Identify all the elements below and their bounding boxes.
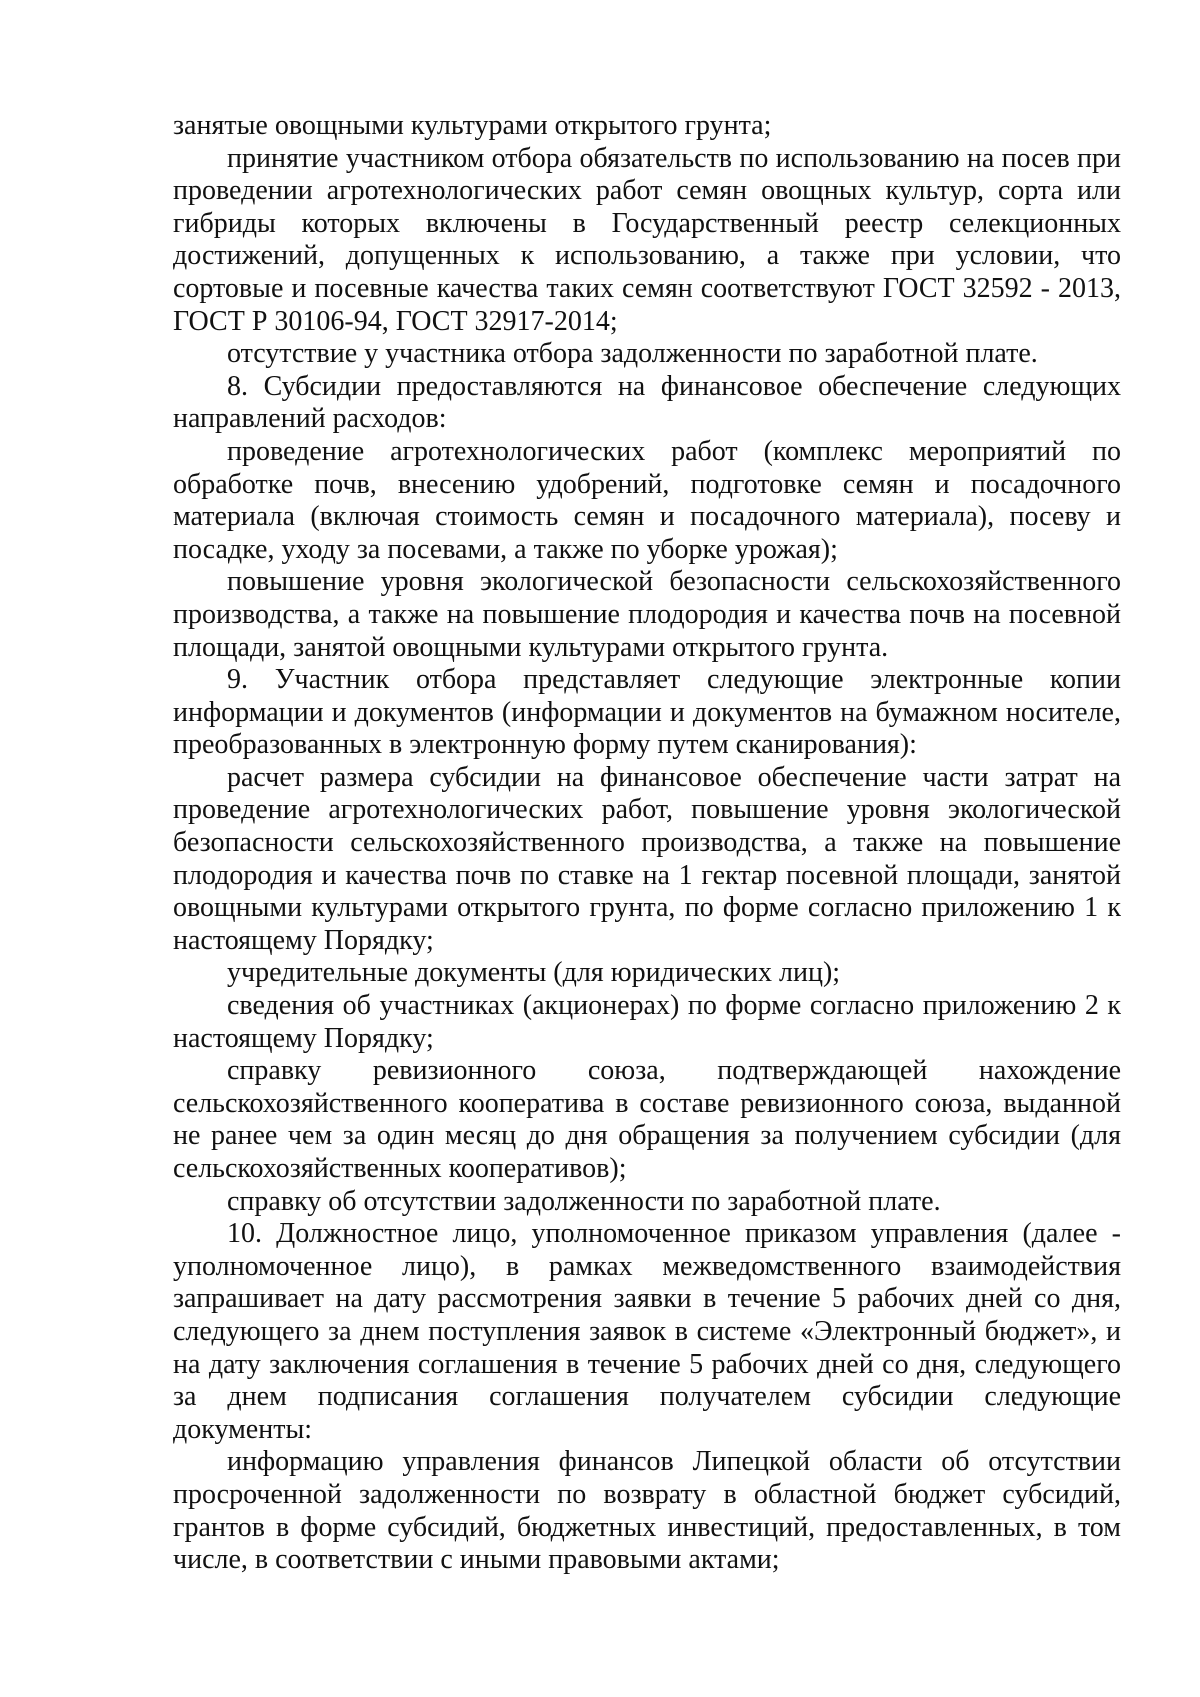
paragraph-continuation: занятые овощными культурами открытого грунта;	[173, 110, 772, 141]
paragraph-no-wage-debt: отсутствие у участника отбора задолженности по заработной плате.	[227, 338, 1038, 370]
paragraph-ecological-safety: повышение уровня экологической безопасности сельскохозяйственного производства, а также на повышение плодородия и качества почв на посевной площади, занятой овощными культурами открытого грунта.	[173, 566, 1121, 663]
paragraph-wage-debt-certificate: справку об отсутствии задолженности по заработной плате.	[227, 1185, 941, 1217]
paragraph-finance-department-info: информацию управления финансов Липецкой области об отсутствии просроченной задолженности по возврату в областной бюджет субсидий, грантов в форме субсидий, бюджетных инвестиций, предоставленных, в том числе, в соответствии с иными правовыми актами;	[173, 1446, 1121, 1576]
paragraph-clause-8: 8. Субсидии предоставляются на финансовое обеспечение следующих направлений расходов:	[173, 370, 1121, 435]
paragraph-subsidy-calculation: расчет размера субсидии на финансовое обеспечение части затрат на проведение агротехнологических работ, повышение уровня экологической безопасности сельскохозяйственного производства, а также на повышение плодородия и качества почв по ставке на 1 гектар посевной площади, занятой овощными культурами открытого грунта, по форме согласно приложению 1 к настоящему Порядку;	[173, 761, 1121, 956]
paragraph-seed-obligation: принятие участником отбора обязательств по использованию на посев при проведении агротехнологических работ семян овощных культур, сорта или гибриды которых включены в Государственный реестр селекционных достижений, допущенных к использованию, а также при условии, что сортовые и посевные качества таких семян соответствуют ГОСТ 32592 - 2013, ГОСТ Р 30106-94, ГОСТ 32917-2014;	[173, 142, 1121, 337]
document-page	[173, 110, 1121, 1577]
paragraph-clause-9: 9. Участник отбора представляет следующие электронные копии информации и документов (информации и документов на бумажном носителе, преобразованных в электронную форму путем сканирования):	[173, 664, 1121, 761]
paragraph-shareholders-info: сведения об участниках (акционерах) по форме согласно приложению 2 к настоящему Порядку;	[173, 990, 1121, 1054]
paragraph-audit-union-certificate: справку ревизионного союза, подтверждающей нахождение сельскохозяйственного кооператива в составе ревизионного союза, выданной не ранее чем за один месяц до дня обращения за получением субсидии (для сельскохозяйственных кооперативов);	[173, 1055, 1121, 1184]
paragraph-agrotech-works: проведение агротехнологических работ (комплекс мероприятий по обработке почв, внесению удобрений, подготовке семян и посадочного материала (включая стоимость семян и посадочного материала), посеву и посадке, уходу за посевами, а также по уборке урожая);	[173, 435, 1121, 565]
paragraph-clause-10: 10. Должностное лицо, уполномоченное приказом управления (далее - уполномоченное лицо), в рамках межведомственного взаимодействия запрашивает на дату рассмотрения заявки в течение 5 рабочих дней со дня, следующего за днем поступления заявок в системе «Электронный бюджет», и на дату заключения соглашения в течение 5 рабочих дней со дня, следующего за днем подписания соглашения получателем субсидии следующие документы:	[173, 1218, 1121, 1445]
paragraph-founding-documents: учредительные документы (для юридических лиц);	[227, 957, 841, 989]
